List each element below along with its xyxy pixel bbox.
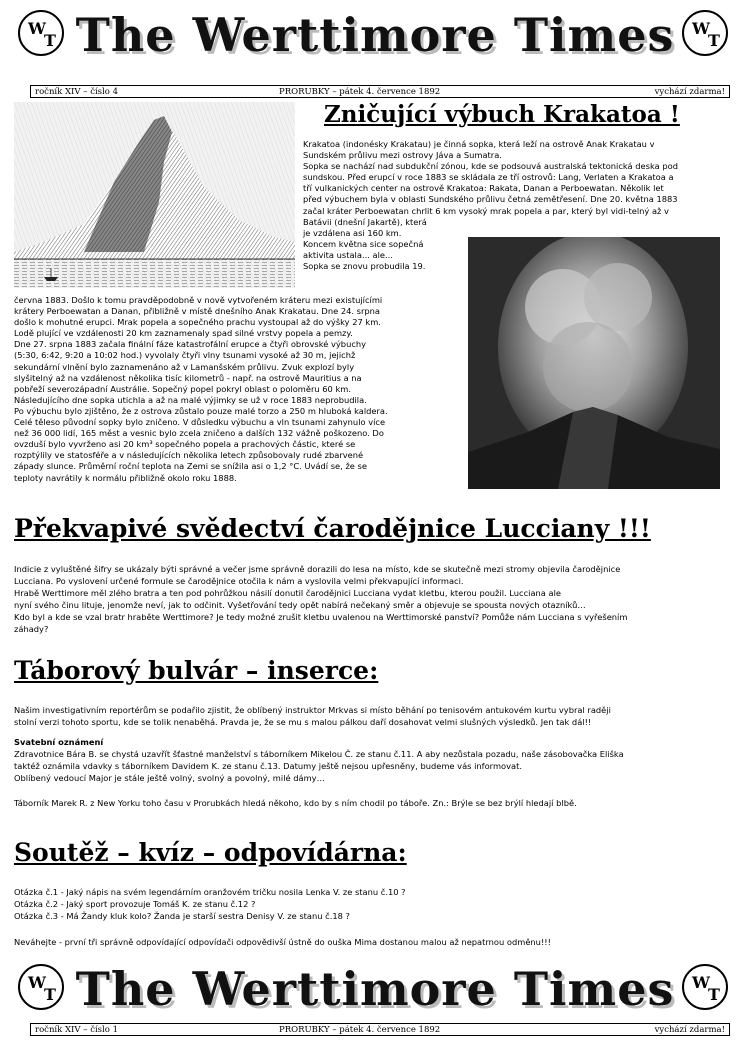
issue-number: ročník XIV – číslo 1 [35, 1025, 118, 1035]
masthead-bottom [0, 958, 750, 1020]
newspaper-title: The Werttimore Times [75, 962, 675, 1016]
seal-logo-left: W T [18, 10, 64, 56]
quiz-closing: Neváhejte - první tři správně odpovídající odpovídači odpovědivší ústně do ouška Mima dostanou malou až nepatrnou odměnu!!! [14, 937, 551, 947]
personal-ad: Táborník Marek R. z New Yorku toho času v Prorubkách hledá někoho, kdo by s ním chodil po táboře. Zn.: Brýle se bez brýlí hledají blbě. [14, 798, 577, 808]
article4-body [14, 886, 551, 948]
seal-logo-left: W T [18, 964, 64, 1010]
wedding-announcement-heading: Svatební oznámení [14, 737, 104, 747]
headline-kviz: Soutěž – kvíz – odpovídárna: [14, 838, 407, 867]
price-note: vychází zdarma! [654, 87, 725, 97]
issue-date: PRORUBKY – pátek 4. července 1892 [279, 1025, 441, 1035]
seal-logo-right: W T [682, 964, 728, 1010]
quiz-question: Otázka č.3 - Má Žandy kluk kolo? Žanda je starší sestra Denisy V. ze stanu č.18 ? [14, 911, 350, 921]
quiz-question: Otázka č.1 - Jaký nápis na svém legendárním oranžovém tričku nosila Lenka V. ze stanu č.10 ? [14, 887, 406, 897]
headline-krakatoa: Zničující výbuch Krakatoa ! [324, 101, 680, 128]
issue-date: PRORUBKY – pátek 4. července 1892 [279, 87, 441, 97]
article1-right-column: Krakatoa (indonésky Krakatau) je činná sopka, která leží na ostrově Anak Krakatau v Sundském průlivu mezi ostrovy Jáva a Sumatra. Sopka se nachází nad subdukční zónou, kde se podsouvá australská tektonická deska pod sundskou. Před erupcí v roce 1883 se skládala ze tří ostrovů: Lang, Verlaten a Krakatoa a tří vulkanických center na ostrově Krakatoa: Rakata, Danan a Perboewatan. Několik let před výbuchem byla v oblasti Sundského průlivu četná zemětřesení. Dne 20. května 1883 začal kráter Perboewatan chrlit 6 km vysoký mrak popela a par, který byl vidi-telný až v Batávii (dnešní Jakartě), která je vzdálena asi 160 km. Koncem května sice sopečná aktivita ustala... ale... Sopka se znovu probudila 19. [303, 139, 678, 272]
issue-info-bar-bottom [30, 1023, 730, 1036]
eruption-photo [468, 237, 720, 489]
quiz-question: Otázka č.2 - Jaký sport provozuje Tomáš K. ze stanu č.12 ? [14, 899, 256, 909]
krakatoa-engraving [14, 102, 295, 288]
price-note: vychází zdarma! [654, 1025, 725, 1035]
newspaper-title: The Werttimore Times [75, 8, 675, 62]
article3-body: Našim investigativním reportérům se podařilo zjistit, že oblíbený instruktor Mrkvas si místo běhání po tenisovém antukovém kurtu vybral raději stolní verzi tohoto sportu, kde se tolik nenaběhá. Pravda je, že se mu s malou pálkou daří dosahovat velmi slušných výsledků. Jen tak dál!! Svatební oznámení Zdravotnice Bára B. se chystá uzavřít šťastné manželství s táborníkem Mikelou Č. ze stanu č.11. A aby nezůstala pozadu, naše zásobovačka Eliška taktéž oznámila vdavky s táborníkem Davidem K. ze stanu č.13. Datumy ještě nejsou upřesněny, budeme vás informovat. Oblíbený vedoucí Major je stále ještě volný, svolný a povolný, milé dámy… Táborník Marek R. z New Yorku toho času v Prorubkách hledá někoho, kdo by s ním chodil po táboře. Zn.: Brýle se bez brýlí hledají blbě. [14, 705, 624, 808]
seal-logo-right: W T [682, 10, 728, 56]
issue-info-bar-top [30, 85, 730, 98]
issue-number: ročník XIV – číslo 4 [35, 87, 118, 97]
headline-lucciana: Překvapivé svědectví čarodějnice Lucciany !!! [14, 514, 651, 543]
article1-left-column: června 1883. Došlo k tomu pravděpodobně v nově vytvořeném kráteru mezi existujícími krátery Perboewatan a Danan, přibližně v místě dnešního Anak Krakatau. Dne 24. srpna došlo k mohutné erupci. Mrak popela a sopečného prachu vystoupal až do výšky 27 km. Lodě plující ve vzdálenosti 20 km zaznamenaly spad silné vrstvy popela a pemzy. Dne 27. srpna 1883 začala finální fáze katastrofální erupce a čtyři obrovské výbuchy (5:30, 6:42, 9:20 a 10:02 hod.) vyvolaly čtyři vlny tsunami vysoké až 30 m, jejichž sekundární vlnění bylo zaznamenáno až v Lamanšském průlivu. Zvuk explozí byly slyšitelný až na vzdálenost několika tisíc kilometrů - např. na ostrově Mauritius a na pobřeží severozápadní Austrálie. Sopečný popel pokryl oblast o poloměru 60 km. Následujícího dne sopka utichla a až na malé výjimky se už v roce 1883 neprobudila. Po výbuchu bylo zjištěno, že z ostrova zůstalo pouze malé torzo a 250 m hluboká kaldera. Celé těleso původní sopky bylo zničeno. V důsledku výbuchu a vln tsunami zahynulo více než 36 000 lidí, 165 měst a vesnic bylo zcela zničeno a dalších 132 vážně poškozeno. Do ovzduší bylo vyvrženo asi 20 km³ sopečného popela a prachových částic, které se rozptýlily ve statosféře a v následujících několika letech způsobovaly rudé zbarvené západy slunce. Průměrní roční teplota na Zemi se snížila asi o 1,2 °C. Uvádí se, že se teploty navrátily k normálu přibližně okolo roku 1888. [14, 295, 388, 483]
masthead-top [0, 4, 750, 66]
headline-bulvar: Táborový bulvár – inserce: [14, 656, 379, 685]
article2-body: Indicie z vyluštěné šifry se ukázaly býti správné a večer jsme správně dorazili do lesa na místo, kde se skutečně mezi stromy objevila čarodějnice Lucciana. Po vyslovení určené formule se čarodějnice otočila k nám a vyslovila velmi překvapující informaci. Hrabě Werttimore měl zlého bratra a ten pod pohrůžkou násilí donutil čarodějnici Lucciana vydat kletbu, kterou použil. Lucciana ale nyní svého činu lituje, jenomže neví, jak to odčinit. Vyšetřování tedy opět nabírá nečekaný směr a objevuje se spousta nových otazníků… Kdo byl a kde se vzal bratr hraběte Werttimore? Je tedy možné zrušit kletbu uvalenou na Werttimorské panství? Pomůže nám Lucciana s vyřešením záhady? [14, 564, 628, 634]
